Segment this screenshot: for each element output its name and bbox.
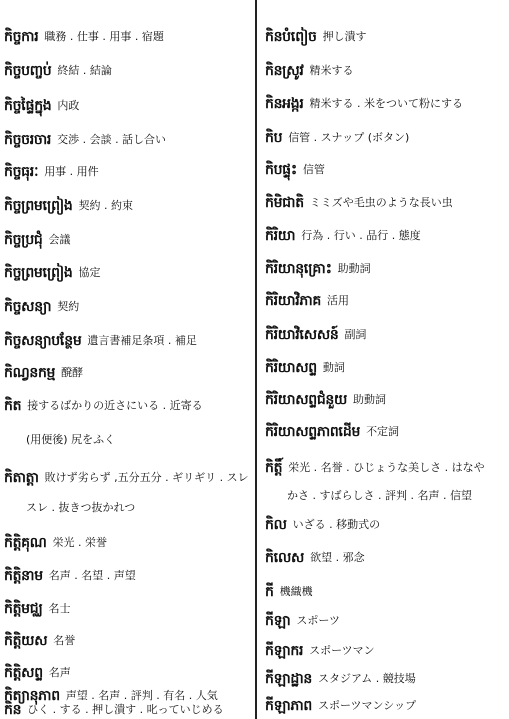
entry-headword: កិរិយាសព្ទជំនួយ — [265, 392, 348, 408]
entry-definition: 職務 . 仕事 . 用事 . 宿題 — [44, 30, 164, 43]
entry-definition: 信管 — [302, 163, 325, 176]
entry-headword: កិច្ចសន្យា — [4, 299, 52, 315]
entry — [265, 670, 505, 688]
entry — [4, 600, 253, 618]
entry-headword: កិរិយានុគ្រោះ — [265, 261, 332, 277]
entry — [265, 62, 505, 80]
entry — [265, 260, 505, 278]
entry-headword: កិត្តិនាម — [4, 568, 43, 584]
entry — [265, 549, 505, 567]
entry-headword: កិល — [265, 517, 287, 533]
entry-definition: 遺言書補足条項 . 補足 — [87, 334, 197, 347]
entry — [265, 161, 505, 179]
entry-definition: 押し潰す — [322, 30, 367, 43]
entry-headword: កីឡាករ — [265, 643, 304, 659]
entry-headword: កីឡាដ្ឋាន — [265, 671, 312, 687]
entry — [265, 459, 505, 505]
entry — [265, 642, 505, 660]
entry-headword: កិត្តិមជ្ឈ — [4, 601, 43, 617]
entry-headword: កី — [265, 584, 274, 600]
entry — [4, 231, 253, 249]
entry-definition: 精米する . 米をついて粉にする — [309, 97, 463, 110]
entry — [4, 163, 253, 181]
entry-definition: 契約 . 約束 — [78, 199, 133, 212]
entry — [4, 664, 253, 682]
entry — [4, 264, 253, 282]
entry-definition: 欲望 . 邪念 — [310, 551, 365, 564]
entry-headword: កិច្ចធុរៈ — [4, 164, 39, 180]
entry — [4, 567, 253, 585]
entry — [265, 516, 505, 534]
entry-headword: កិត្យានុភាព — [4, 688, 60, 704]
entry-headword: កិរិយាវិភាគ — [265, 293, 321, 309]
entry — [265, 227, 505, 245]
entry-definition: 契約 — [57, 300, 80, 313]
entry-definition: 交渉 . 会談 . 話し合い — [57, 133, 167, 146]
entry-headword: កិច្ចបញ្ចប់ — [4, 63, 52, 79]
entry-headword: កិត្តិគុណ — [4, 535, 47, 551]
entry-definition: 栄光 . 名誉 . ひじょうな美しさ . はなや — [288, 461, 485, 474]
entry — [4, 469, 253, 517]
entry-definition: 機織機 — [279, 585, 313, 598]
entry-headword: កិត្តិសព្ទ — [4, 665, 43, 681]
entry — [4, 298, 253, 316]
entry-headword: កិច្ចផ្ទៃក្នុង — [4, 98, 52, 114]
entry — [265, 194, 505, 212]
entry — [4, 397, 253, 449]
entry — [265, 326, 505, 344]
entry-headword: កិរិយាសព្ទភាពដើម — [265, 424, 361, 440]
entry-definition: 活用 — [326, 294, 349, 307]
entry-headword: កិត្តិយស — [4, 633, 48, 649]
entry-definition: 用事 . 用件 — [44, 165, 99, 178]
entry — [265, 583, 505, 601]
entry — [265, 612, 505, 630]
entry — [4, 131, 253, 149]
entry-headword: កិន — [4, 702, 22, 718]
entry-definition: 終結 . 結論 — [57, 64, 112, 77]
entry — [4, 28, 253, 46]
entry-headword: កិច្ចប្រជុំ — [4, 232, 43, 248]
entry-headword: កិមិជាតិ — [265, 195, 304, 211]
entry — [265, 423, 505, 441]
entry — [4, 197, 253, 215]
entry-definition-continued: スレ . 抜きつ抜かれつ — [26, 501, 136, 514]
entry-headword: កិប — [265, 130, 283, 146]
entry-definition: スポーツマンシップ — [318, 699, 417, 712]
entry — [4, 97, 253, 115]
entry-headword: កិច្ចចរចារ — [4, 132, 52, 148]
entry-headword: កិរិយាវិសេសន៍ — [265, 327, 339, 343]
entry-headword: កិនបំពៀច — [265, 29, 317, 45]
entry-headword: កិនអង្ករ — [265, 96, 304, 112]
entry-headword: កីឡាភាព — [265, 698, 312, 714]
entry — [265, 359, 505, 377]
entry — [4, 632, 253, 650]
entry-definition: 動詞 — [322, 361, 345, 374]
entry-definition: 会議 — [48, 233, 71, 246]
entry-definition: 名声 — [48, 666, 71, 679]
entry-definition: ミミズや毛虫のような長い虫 — [309, 196, 453, 209]
entry-headword: កិច្ចសន្យាបន្ថែម — [4, 333, 82, 349]
entry-definition: ひく . する . 押し潰す . 叱っていじめる — [27, 703, 224, 716]
entry — [4, 534, 253, 552]
entry-headword: កិលេស — [265, 550, 305, 566]
entry-definition: 副詞 — [344, 328, 367, 341]
entry-headword: កិត្តិ៍ — [265, 460, 283, 476]
entry — [4, 332, 253, 350]
entry-headword: កិនស្រូវ — [265, 63, 304, 79]
column-divider — [255, 0, 257, 719]
entry-headword: កិច្ចព្រមព្រៀង — [4, 265, 73, 281]
entry — [265, 129, 505, 147]
entry-definition: 不定詞 — [366, 425, 400, 438]
entry-definition: 精米する — [309, 64, 354, 77]
entry-definition: 協定 — [78, 266, 101, 279]
entry-definition: 行為 . 行い . 品行 . 態度 — [301, 229, 421, 242]
entry-definition: いざる . 移動式の — [292, 518, 381, 531]
entry-headword: កិរិយាសព្ទ — [265, 360, 317, 376]
entry-headword: កិតាត្ដា — [4, 470, 39, 486]
entry-definition-continued: (用便後) 尻をふく — [26, 433, 116, 446]
entry-definition: 栄光 . 栄誉 — [52, 536, 108, 549]
entry-definition: 信管 . スナップ (ボタン) — [288, 131, 410, 144]
entry — [265, 697, 505, 715]
entry-definition: 敗けず劣らず ,五分五分 . ギリギリ . スレ — [44, 471, 249, 484]
entry-definition: 名士 — [48, 602, 71, 615]
entry-headword: កិបផ្ទុះ — [265, 162, 297, 178]
entry — [4, 62, 253, 80]
entry-headword: កិត — [4, 398, 22, 414]
entry-headword: កិច្ចការ — [4, 29, 39, 45]
entry — [265, 28, 505, 46]
entry-definition: 名声 . 名望 . 声望 — [48, 569, 136, 582]
entry-definition: 接するばかりの近さにいる . 近寄る — [27, 399, 203, 412]
entry — [265, 95, 505, 113]
entry — [4, 701, 253, 719]
entry-headword: កីឡា — [265, 613, 291, 629]
entry-definition-continued: かさ . すばらしさ . 評判 . 名声 . 信望 — [287, 489, 472, 502]
entry-definition: スポーツマン — [309, 644, 375, 657]
entry-definition: 醗酵 — [61, 366, 84, 379]
entry — [265, 391, 505, 409]
entry — [265, 292, 505, 310]
entry-definition: 助動詞 — [337, 262, 371, 275]
entry-headword: កិណ្វនកម្ម — [4, 365, 56, 381]
entry-definition: 声望 . 名声 . 評判 . 有名 . 人気 — [65, 689, 218, 702]
entry-headword: កិច្ចព្រមព្រៀង — [4, 198, 73, 214]
entry-definition: 助動詞 — [353, 393, 387, 406]
entry-definition: 内政 — [57, 99, 80, 112]
entry-definition: スタジアム . 競技場 — [318, 672, 416, 685]
entry-definition: スポーツ — [296, 614, 340, 627]
entry-definition: 名誉 — [53, 634, 76, 647]
entry — [4, 364, 253, 382]
entry-headword: កិរិយា — [265, 228, 296, 244]
